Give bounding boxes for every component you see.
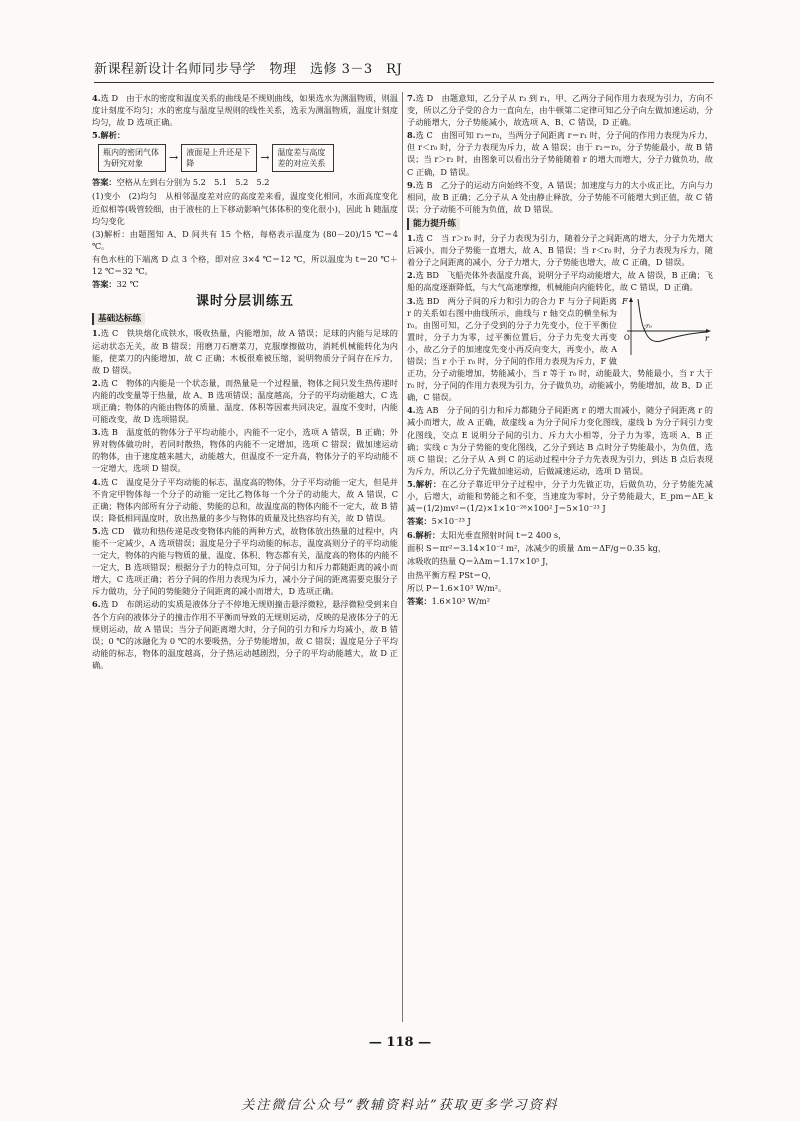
answer-line [92, 278, 398, 290]
entry-text: 选 B 乙分子的运动方向始终不变，A 错误；加速度与力的大小成正比，方向与力相同，故 B 正确；乙分子从 A 处由静止释放，分子势能不可能增大到正值，故 C 错误；分子动能不可能为负值，故 D 错误。 [407, 179, 713, 214]
answer-entry [407, 404, 713, 477]
solution-line: 所以 P＝1.6×10³ W/m²。 [407, 582, 507, 593]
answer-label: 答案： [407, 516, 432, 527]
section-tag-basic: 基础达标练 [92, 313, 145, 325]
flow-diagram [98, 144, 398, 172]
solution-line: 面积 S＝πr²＝3.14×10⁻² m²，冰减少的质量 Δm＝ΔF/g＝0.35 kg， [407, 543, 667, 554]
force-curve [638, 299, 707, 342]
answer-entry [92, 476, 398, 524]
column-divider [402, 92, 403, 1022]
header-title: 新课程新设计名师同步导学 物理 选修 3－3 RJ [94, 62, 403, 77]
entry-number: 6. [92, 599, 101, 610]
force-curve-svg [621, 295, 713, 359]
flow-box-liquid: 液面是上升还是下降 [181, 144, 257, 172]
entry-number: 9. [407, 179, 416, 190]
answer-entry [92, 598, 398, 671]
flow-box-object: 瓶内的密闭气体为研究对象 [98, 144, 166, 172]
answer-label: 答案： [92, 279, 117, 290]
answer-line [407, 595, 713, 607]
answer-entry [407, 269, 713, 293]
entry-text: 选 D 由题意知，乙分子从 r₃ 到 r₁，甲、乙两分子间作用力表现为引力，方向不变，所以乙分子受的合力一直向左，由牛顿第二定律可知乙分子向左做加速运动，分子动能增大，分子势能减小，故选项 A、B、C 错误，D 正确。 [407, 93, 713, 128]
page-number: — 118 — [368, 1035, 432, 1050]
entry-number: 4. [407, 405, 416, 416]
answer-entry-q6 [407, 529, 713, 541]
footer-note: 关注微信公众号“教辅资料站”获取更多学习资料 [241, 1098, 559, 1113]
graph-label-r0: r₀ [646, 321, 652, 330]
answer-entry-q3 [407, 295, 713, 404]
right-column [407, 92, 713, 609]
answer-line [407, 515, 713, 527]
graph-label-f: F [622, 296, 628, 306]
entry-text: 选 BD 两分子间的斥力和引力的合力 F 与分子间距离 r 的关系如右图中曲线所示，曲线与 r 轴交点的横坐标为 r₀。由图可知，乙分子受到的分子力先变小，位于平衡位置时，分子力为零，过平衡位置后，分子力先变大再变小，故乙分子的加速度先变小再反向变大，再变小，故 A 错误；当 r 小于 r₀ 时，分子间的作用力表现为斥力，F 做正功，分子动能增加，势能减小，当 r 等于 r₀ 时，动能最大，势能最小，当 r 大于 r₀ 时，分子间的作用力表现为引力，分子做负功，动能减小，势能增加，故 B、D 正确，C 错误。 [407, 295, 713, 403]
entry-text: 选 C 铁块熔化成铁水，吸收热量，内能增加，故 A 错误；足球的内能与足球的运动状态无关，故 B 错误；用磨刀石磨菜刀，克服摩擦做功，消耗机械能转化为内能，使菜刀的内能增加，故 C 正确；木板很难被压缩，说明物质分子间存在斥力，故 D 错误。 [92, 328, 398, 375]
entry-number: 2. [407, 270, 416, 281]
entry-text: 选 CD 做功和热传递是改变物体内能的两种方式，故物体放出热量的过程中，内能不一定减少，A 选项错误；温度是分子平均动能的标志，温度高则分子的平均动能一定大，物体的内能与物质的量、温度、体积、物态都有关，温度高的物体的内能不一定大，B 选项错误；根据分子力的特点可知，分子间引力和斥力都随距离的减小而增大，C 选项正确；若分子间的作用力表现为斥力，减小分子间的距离需要克服分子斥力做功，分子间的势能随分子间距离的减小而增大，D 选项正确。 [92, 525, 398, 597]
entry-text: 选 D 布朗运动的实质是液体分子不停地无规则撞击悬浮微粒，悬浮微粒受到来自各个方向的液体分子的撞击作用不平衡而导致的无规则运动，反映的是液体分子的无规则运动，故 A 错误；当分子间距离增大时，分子间的引力和斥力均减小，故 B 错误；0 ℃的冰融化为 0 ℃的水要吸热，分子势能增加，故 C 错误；温度是分子平均动能的标志，物体的温度越高，分子热运动越剧烈，分子的平均动能越大，故 D 正确。 [92, 599, 398, 670]
section-title: 课时分层训练五 [195, 294, 294, 310]
entry-text: 选 B 温度低的物体分子平均动能小，内能不一定小，选项 A 错误，B 正确；外界对物体做功时，若同时散热，物体的内能不一定增加，选项 C 错误；做加速运动的物体，由于速度越来越大，动能越大，但温度不一定升高，物体分子的平均动能不一定增大，选项 D 错误。 [92, 427, 398, 474]
answer-entry [407, 232, 713, 268]
graph-label-origin: O [624, 333, 630, 342]
right-arrow-icon: → [169, 151, 179, 165]
entry-number: 4. [92, 93, 101, 103]
answer-label: 答案： [92, 177, 117, 188]
answer-value: 1.6×10³ W/m² [431, 595, 490, 606]
right-arrow-icon: → [260, 151, 270, 165]
entry-text: 在乙分子靠近甲分子过程中，分子力先做正功，后做负功，分子势能先减小，后增大，动能和势能之和不变，当速度为零时，分子势能最大，E_pm＝ΔE_k减＝(1/2)mv²＝(1/2)×1×10⁻²⁶×100² J＝5×10⁻²³ J [407, 478, 713, 514]
entry-number: 2. [92, 377, 101, 388]
entry-text: 选 C 物体的内能是一个状态量，而热量是一个过程量，物体之间只发生热传递时内能的改变量等于热量，故 A、B 选项错误；温度越高，分子的平均动能越大，C 选项正确；物体的内能由物体的质量、温度、体积等因素共同决定，温度不变时，内能可能改变，故 D 选项错误。 [92, 377, 398, 425]
entry-text: 选 AB 分子间的引力和斥力都随分子间距离 r 的增大而减小，随分子间距离 r 的减小而增大，故 A 正确，故虚线 a 为分子间斥力变化图线，虚线 b 为分子间引力变化图线，交点 E 说明分子间的引力、斥力大小相等，分子力为零，选项 A、B 正确；实线 c 为分子势能的变化图线，乙分子到达 B 点时分子势能最小，为负值，选项 C 错误；乙分子从 A 到 C 的运动过程中分子力先表现为引力，到达 B 点后表现为斥力，所以乙分子先做加速运动，后做减速运动，选项 D 错误。 [407, 405, 713, 476]
entry-number: 5. [92, 525, 101, 536]
answer-entry-q5 [92, 129, 398, 141]
entry-number: 7. [407, 93, 416, 103]
entry-label: 5.解析： [407, 478, 442, 489]
entry-number: 1. [407, 233, 416, 244]
entry-label: 6.解析： [407, 530, 441, 541]
answer-entry [407, 179, 713, 215]
answer-entry [92, 92, 398, 128]
solution-line: 由热平衡方程 PSt＝Q， [407, 569, 497, 580]
f-axis-arrow-icon [629, 297, 633, 302]
entry-text: 选 C 当 r＞r₀ 时，分子力表现为引力，随着分子之间距离的增大，分子力先增大后减小，而分子势能一直增大，故 A、B 错误；当 r＜r₀ 时，分子力表现为斥力，随着分子之间距离的减小，分子力增大，分子势能也增大，故 C 正确，D 错误。 [407, 233, 713, 268]
entry-text: 选 C 温度是分子平均动能的标志，温度高的物体，分子平均动能一定大，但是并不肯定甲物体每一个分子的动能一定比乙物体每一个分子的动能大，故 A 错误，C 正确；物体内部所有分子动能、势能的总和，故温度高的物体内能不一定大，故 B 错误；降低相同温度时，放出热量的多少与物体的质量及比热容均有关，故 D 错误。 [92, 476, 398, 523]
solution-paragraph: 有色水柱的下端离 D 点 3 个格，即对应 3×4 ℃＝12 ℃，所以温度为 t＝20 ℃＋12 ℃＝32 ℃。 [92, 253, 398, 277]
answer-line [92, 176, 398, 188]
entry-text: 选 BD 飞船壳体外表温度升高，说明分子平均动能增大，故 A 错误，B 正确；飞船的高度逐渐降低，与大气高速摩擦，机械能向内能转化，故 C 错误，D 正确。 [407, 270, 713, 293]
solution-line: 太阳光垂直照射时间 t＝2 400 s， [440, 530, 567, 541]
answer-entry [92, 377, 398, 425]
solution-line: 冰吸收的热量 Q＝λΔm＝1.17×10⁵ J， [407, 556, 554, 567]
entry-number: 8. [407, 130, 416, 141]
force-distance-graph [621, 295, 713, 359]
answer-value: 5×10⁻²³ J [431, 516, 471, 527]
left-column [92, 92, 398, 672]
entry-number: 3. [407, 295, 416, 306]
answer-entry [407, 129, 713, 177]
answer-value: 32 ℃ [116, 279, 139, 290]
answer-entry [92, 525, 398, 598]
entry-number: 3. [92, 427, 101, 438]
solution-paragraph: (1)变小 (2)均匀 从相邻温度差对应的高度差来看，温度变化相同，水面高度变化近似相等(吸管较细，由于液柱的上下移动影响气体体积的变化很小)，因此 h 随温度均匀变化 [92, 191, 398, 226]
solution-paragraph: (3)解析：由题图知 A、D 间共有 15 个格，每格表示温度为 (80－20)/15 ℃＝4 ℃。 [92, 228, 398, 251]
answer-entry [92, 327, 398, 375]
entry-number: 4. [92, 476, 101, 487]
graph-label-r: r [705, 333, 709, 343]
entry-number: 1. [92, 328, 101, 339]
flow-box-relation: 温度差与高度差的对应关系 [272, 144, 334, 172]
entry-text: 选 D 由于水的密度和温度关系的曲线是不规则曲线，如果选水为测温物质，则温度计刻度不均匀；水的密度与温度呈规则的线性关系，选汞为测温物质，温度计刻度均匀，故 D 选项正确。 [92, 93, 398, 128]
answer-entry [92, 426, 398, 474]
answer-value: 空格从左到右分别为 5.2 5.1 5.2 5.2 [116, 177, 270, 188]
running-header [94, 58, 714, 83]
section-tag-ability: 能力提升练 [407, 218, 460, 230]
answer-label: 答案： [407, 595, 432, 606]
entry-label: 5.解析： [92, 130, 126, 141]
answer-entry-q5 [407, 478, 713, 514]
answer-entry [407, 92, 713, 128]
entry-text: 选 C 由图可知 r₂＝r₀，当两分子间距离 r＝r₁ 时，分子间的作用力表现为斥力，但 r＜r₀ 时，分子力表现为斥力，故 A 错误；由于 r₂＝r₀，分子势能最小，故 B 错误；当 r＞r₂ 时，由图象可以看出分子势能随着 r 的增大而增大，分子力做负功，故 C 正确，D 错误。 [407, 130, 713, 177]
